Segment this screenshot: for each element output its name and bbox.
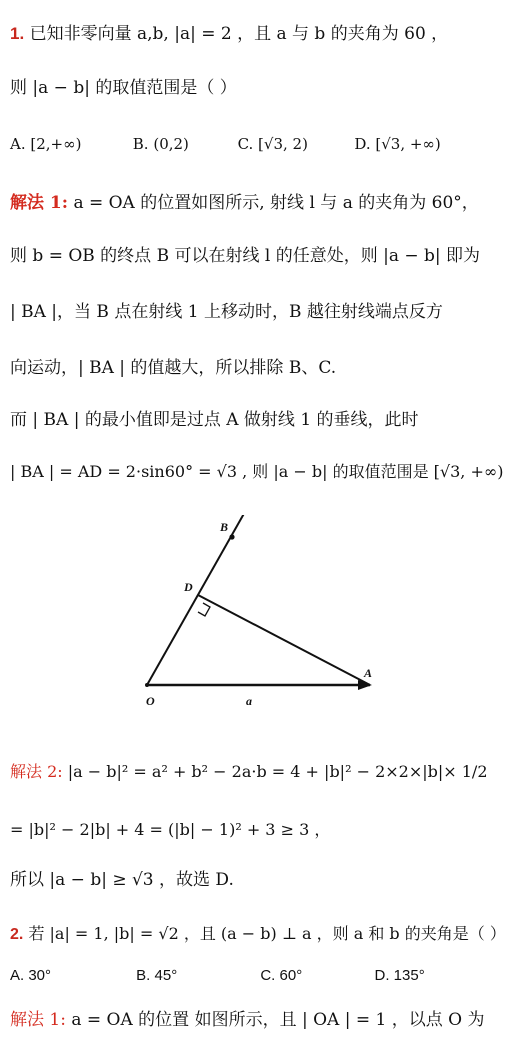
q2-stem-line bbox=[10, 922, 523, 947]
s3-text-1: a = OA 的位置 如图所示，且 | OA | = 1 ，以点 O 为 bbox=[71, 1010, 485, 1030]
s2-text-3: 所以 |a − b| ≥ √3 ，故选 D. bbox=[10, 870, 234, 890]
s1-text-6: | BA | = AD = 2·sin60° = √3 , 则 |a − b| 的取值范围是 [√3, +∞) bbox=[10, 462, 504, 481]
q1-option-d: D. [√3, +∞) bbox=[354, 135, 441, 153]
s1-text-4: 向运动，| BA | 的值越大，所以排除 B、C. bbox=[10, 358, 337, 378]
q1-stem-line bbox=[10, 22, 523, 46]
label-d: D bbox=[184, 580, 193, 594]
q1-option-c: C. [√3, 2) bbox=[237, 135, 308, 153]
point-b-dot bbox=[229, 534, 234, 539]
s1-label: 解法 1: bbox=[10, 193, 69, 213]
s2-label: 解法 2: bbox=[10, 762, 63, 781]
s2-text-2: = |b|² − 2|b| + 4 = (|b| − 1)² + 3 ≥ 3 ， bbox=[10, 820, 331, 839]
right-angle-mark bbox=[198, 603, 210, 616]
s1-text-1: a = OA 的位置如图所示, 射线 l 与 a 的夹角为 60°， bbox=[73, 193, 479, 213]
s1-text-3: | BA |，当 B 点在射线 1 上移动时，B 越往射线端点反方 bbox=[10, 302, 443, 322]
s1-text-5: 而 | BA | 的最小值即是过点 A 做射线 1 的垂线，此时 bbox=[10, 410, 419, 430]
s2-line-3 bbox=[10, 868, 523, 892]
q1-ask-line bbox=[10, 76, 523, 100]
label-a-point: A bbox=[364, 666, 373, 680]
s1-line-2 bbox=[10, 244, 523, 268]
q2-stem: 若 |a| = 1, |b| = √2 ，且 (a − b) ⊥ a ，则 a 和 b 的夹角是（ ） bbox=[28, 924, 506, 943]
geometry-figure bbox=[0, 515, 529, 745]
label-b: B bbox=[220, 520, 229, 534]
point-o-dot bbox=[145, 683, 149, 687]
s3-label: 解法 1: bbox=[10, 1010, 66, 1030]
q2-options bbox=[10, 964, 523, 988]
q2-option-c: C. 60° bbox=[260, 967, 303, 984]
q2-option-d: D. 135° bbox=[374, 967, 425, 984]
q1-options bbox=[10, 132, 523, 156]
s2-line-1 bbox=[10, 760, 523, 784]
q2-number: 2. bbox=[10, 926, 24, 943]
segment-ad bbox=[198, 595, 373, 685]
q1-stem: 已知非零向量 a,b, |a| = 2 ，且 a 与 b 的夹角为 60 ， bbox=[29, 24, 449, 44]
q1-option-a: A. [2,+∞) bbox=[10, 135, 82, 153]
s3-line-1 bbox=[10, 1008, 523, 1032]
s1-line-6 bbox=[10, 460, 523, 484]
ray-l bbox=[147, 515, 246, 685]
s1-line-3 bbox=[10, 300, 523, 324]
s1-line-5 bbox=[10, 408, 523, 432]
q1-option-b: B. (0,2) bbox=[132, 135, 189, 153]
q2-option-a: A. 30° bbox=[10, 967, 52, 984]
q1-ask: 则 |a − b| 的取值范围是（ ） bbox=[10, 78, 237, 98]
label-o: O bbox=[146, 694, 155, 708]
q1-number: 1. bbox=[10, 24, 25, 43]
s2-line-2 bbox=[10, 818, 523, 842]
q2-option-b: B. 45° bbox=[136, 967, 178, 984]
s1-line-4 bbox=[10, 356, 523, 380]
s2-text-1: |a − b|² = a² + b² − 2a·b = 4 + |b|² − 2×2×|b|× 1/2 bbox=[67, 762, 488, 781]
s1-line-1 bbox=[10, 191, 523, 215]
s1-text-2: 则 b = OB 的终点 B 可以在射线 l 的任意处，则 |a − b| 即为 bbox=[10, 246, 481, 266]
label-a-vector: a bbox=[246, 694, 252, 708]
